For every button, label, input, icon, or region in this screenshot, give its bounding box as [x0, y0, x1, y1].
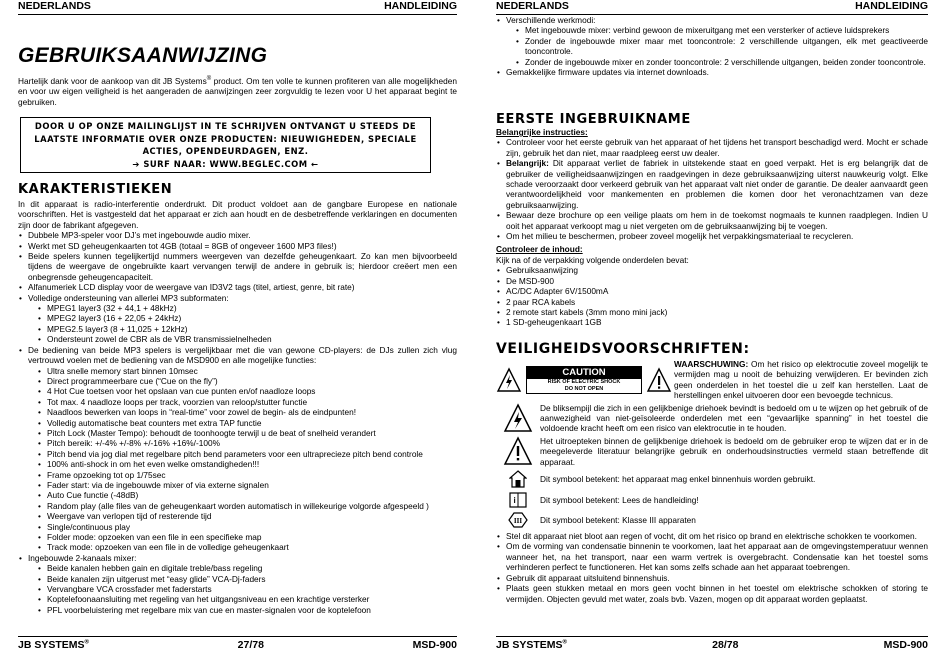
mp3-format-list [18, 303, 457, 345]
item-text: Bewaar deze brochure op een veilige plaats om hem in de toekomst nogmaals te kunnen raadplegen. Indien U ooit het apparaat verkoopt mag u niet vergeten om de gebruiksaanwijzing bij te voegen. [506, 210, 928, 231]
list-item: • Direct programmeerbare cue (“Cue on the fly”) [37, 376, 457, 386]
list-item [496, 137, 928, 158]
header-doc-type: HANDLEIDING [384, 0, 457, 12]
page-footer [18, 636, 457, 651]
item-text: Dit apparaat verliet de fabriek in uitstekende staat en goed verpakt. Het is erg belangrijk dat de gebruiker de veiligheidsaanwijzingen en raadgevingen in deze gebruiksaanwijzing uiterst nauwkeurig volgt. Elke schade veroorzaakt door verkeerd gebruik van het apparaat valt niet onder de garantie. De dealer aanvaardt geen verantwoordelijkheid voor mankementen en problemen die komen door het veronachtzamen van deze gebruiksaanwijzing. [506, 158, 928, 210]
right-page [475, 0, 950, 654]
list-item: • Weergave van verlopen tijd of resterende tijd [37, 511, 457, 521]
exclamation-text: Het uitroepteken binnen de gelijkbenige driehoek is bedoeld om de gebruiker erop te wijzen dat er in de meegeleverde literatuur belangrijke gebruik en onderhoudsinstructies vermeld staan betreffende dit apparaat. [540, 435, 928, 467]
icon-cell [496, 491, 540, 509]
list-item: • Frame opzoeking tot op 1/75sec [37, 470, 457, 480]
indoor-house-icon [509, 470, 527, 488]
exclamation-block [496, 436, 928, 467]
contents-list [496, 265, 928, 327]
header-doc-type: HANDLEIDING [855, 0, 928, 12]
list-item: • AC/DC Adapter 6V/1500mA [496, 286, 928, 296]
list-item: • Pitch Lock (Master Tempo): behoudt de toonhoogte terwijl u de beat of snelheid verandert [37, 428, 457, 438]
item-text: Controleer voor het eerste gebruik van het apparaat of het tijdens het transport beschadigd werd. Mocht er schade zijn, gebruik het dan niet, maar raadpleeg eerst uw dealer. [506, 137, 928, 158]
list-item: • Naadloos bewerken van loops in “real-time” voor zowel de begin- als de eindpunten! [37, 407, 457, 417]
website-link[interactable]: ➔ SURF NAAR: WWW.BEGLEC.COM ← [132, 158, 319, 169]
exclamation-triangle-icon [646, 367, 672, 393]
caution-graphic [496, 359, 674, 401]
footer-model: MSD-900 [883, 639, 928, 651]
page-title: GEBRUIKSAANWIJZING [18, 44, 268, 67]
first-use-section [496, 112, 928, 328]
characteristics-intro: In dit apparaat is radio-interferentie onderdrukt. Dit product voldoet aan de gangbare Europese en nationale voorschriften. Het is vastgesteld dat het apparaat er zich aan houdt en de desbetreffende verklaringen en documenten zijn door de fabrikant afgegeven. [18, 199, 457, 230]
list-item: • De bediening van beide MP3 spelers is vergelijkbaar met die van gewone CD-players: de DJs zullen zich vlug vertrouwd voelen met de bediening van de MSD900 en alle mogelijke functies: [18, 345, 457, 366]
icon-cell [496, 403, 540, 434]
lightning-block [496, 403, 928, 434]
feature-list [18, 230, 457, 303]
feature-list [18, 345, 457, 366]
mixer-list [18, 563, 457, 615]
caution-line-2: DO NOT OPEN [564, 385, 604, 392]
list-item [496, 231, 928, 241]
icon-cell [496, 512, 540, 528]
exclamation-triangle-icon [503, 436, 533, 466]
list-item: • PFL voorbeluistering met regelbare mix van cue en master-signalen voor de koptelefoon [37, 605, 457, 615]
content-check-label: Controleer de inhoud: [496, 244, 583, 255]
feature-list [496, 67, 928, 77]
list-item: • Met ingebouwde mixer: verbind gewoon de mixeruitgang met een versterker of actieve luidsprekers [515, 25, 928, 35]
section-title-first-use: EERSTE INGEBRUIKNAME [496, 112, 691, 127]
feature-list [18, 553, 457, 563]
warning-block [496, 359, 928, 401]
symbol-class3 [496, 512, 928, 528]
section-title-characteristics: KARAKTERISTIEKEN [18, 182, 173, 197]
intro-text-start: Hartelijk dank voor de aankoop van dit JB Systems [18, 76, 207, 86]
page-number: 27/78 [237, 639, 264, 651]
list-item: • Gebruik dit apparaat uitsluitend binnenshuis. [496, 573, 928, 583]
list-item: • MPEG1 layer3 (32 + 44,1 + 48kHz) [37, 303, 457, 313]
list-item: • 2 paar RCA kabels [496, 297, 928, 307]
list-item: • 4 Hot Cue toetsen voor het opslaan van cue punten en/of naadloze loops [37, 386, 457, 396]
class-iii-icon [508, 512, 528, 528]
list-item: • 100% anti-shock in om het even welke omstandigheden!!! [37, 459, 457, 469]
list-item: • Auto Cue functie (-48dB) [37, 490, 457, 500]
list-item: • Plaats geen stukken metaal en mors geen vocht binnen in het toestel om elektrische schokken of storing te vermijden. Objecten gevuld met water, zoals bvb. Vazen, mogen op dit apparaat worden geplaatst. [496, 583, 928, 604]
icon-cell [496, 470, 540, 488]
footer-model: MSD-900 [412, 639, 457, 651]
list-item: • Dubbele MP3-speler voor DJ’s met ingebouwde audio mixer. [18, 230, 457, 240]
warning-body: Om het risico op elektrocutie zoveel mogelijk te vermijden mag u nooit de behuizing verwijderen. Er bevinden zich geen onderdelen in het toestel die u zelf kan herstellen. Laat de herstellingen enkel uitvoeren door een bevoegde technicus. [674, 359, 928, 401]
characteristics-section [18, 182, 457, 615]
list-item: • Random play (alle files van de geheugenkaart worden automatisch in willekeurige volgorde afgespeeld ) [37, 501, 457, 511]
class-iii-label: III [513, 517, 523, 526]
caution-label [526, 366, 642, 394]
lightning-text: De bliksempijl die zich in een gelijkbenige driehoek bevindt is bedoeld om u te wijzen op het gebruik of de aanwezigheid van niet-geïsoleerde onderdelen met een “gevaarlijke spanning” in het toestel die voldoende kracht heeft om een risico van elektrocutie in te houden. [540, 402, 928, 434]
list-item: • Om de vorming van condensatie binnenin te voorkomen, laat het apparaat aan de omgevingstemperatuur wennen wanneer het, na het transport, naar een warm vertrek is overgebracht. Condensatie kan het toestel soms verhinderen perfect te functioneren. Het kan soms zelfs schade aan het apparaat toebrengen. [496, 541, 928, 572]
list-item: • MPEG2.5 layer3 (8 + 11,025 + 12kHz) [37, 324, 457, 334]
list-item: • Werkt met SD geheugenkaarten tot 4GB (totaal = 8GB of ongeveer 1600 MP3 files!) [18, 241, 457, 251]
list-item: • Stel dit apparaat niet bloot aan regen of vocht, dit om het risico op brand en elektrische schokken te voorkomen. [496, 531, 928, 541]
list-item: • Beide kanalen hebben gain en digitale treble/bass regeling [37, 563, 457, 573]
list-item: • Ultra snelle memory start binnen 10msec [37, 366, 457, 376]
list-item: • Pitch bend via jog dial met regelbare pitch bend parameters voor een ultraprecieze pitch bend controle [37, 449, 457, 459]
box-line: DOOR U OP ONZE MAILINGLIJST IN TE SCHRIJVEN ONTVANGT U STEEDS DE [34, 121, 417, 131]
mailinglist-box-wrap [20, 117, 431, 173]
list-item: • Volledig automatische beat counters met extra TAP functie [37, 418, 457, 428]
list-item: • Track mode: opzoeken van een file in de volledige geheugenkaart [37, 542, 457, 552]
icon-cell [496, 436, 540, 467]
function-list [18, 366, 457, 553]
content-intro: Kijk na of de verpakking volgende onderdelen bevat: [496, 254, 689, 265]
list-item: • Tot max. 4 naadloze loops per track, voorzien van reloop/stutter functie [37, 397, 457, 407]
brand-name: JB SYSTEMS [496, 639, 563, 651]
symbol-indoor [496, 470, 928, 488]
list-item: • 2 remote start kabels (3mm mono mini jack) [496, 307, 928, 317]
safety-section [496, 342, 928, 604]
item-bold: Belangrijk: [506, 158, 549, 169]
list-item: • Alfanumeriek LCD display voor de weergave van ID3V2 tags (titel, artiest, genre, bit rate) [18, 282, 457, 292]
symbol-manual [496, 491, 928, 509]
modes-list [496, 25, 928, 67]
list-item: • Zonder de ingebouwde mixer maar met tooncontrole: 2 verschillende uitgangen, elk met geactiveerde tooncontrole. [515, 36, 928, 57]
page-header [496, 0, 928, 15]
instructions-list [496, 137, 928, 241]
list-item: • Gebruiksaanwijzing [496, 265, 928, 275]
caution-line-1: RISK OF ELECTRIC SHOCK [547, 378, 621, 385]
manual-book-icon [509, 491, 527, 509]
important-instructions-label: Belangrijke instructies: [496, 127, 588, 137]
symbol-text: Dit symbool betekent: Klasse III apparaten [540, 514, 696, 525]
brand-name: JB SYSTEMS [18, 639, 85, 651]
box-line: ACTIES, OPENDEURDAGEN, ENZ. [142, 146, 309, 156]
footer-brand [18, 639, 89, 651]
list-item: • Fader start: via de ingebouwde mixer of via externe signalen [37, 480, 457, 490]
modes-section [496, 15, 928, 77]
intro-paragraph [18, 76, 457, 107]
lightning-triangle-icon [503, 403, 533, 433]
svg-text:i: i [513, 496, 516, 506]
page-footer [496, 636, 928, 651]
page-header [18, 0, 457, 15]
list-item: • Beide kanalen zijn uitgerust met “easy glide” VCA-Dj-faders [37, 574, 457, 584]
symbol-text: Dit symbool betekent: Lees de handleiding! [540, 494, 699, 505]
warning-label: WAARSCHUWING: [674, 359, 749, 369]
list-item: • De MSD-900 [496, 276, 928, 286]
registered-mark: ® [84, 639, 89, 646]
registered-mark: ® [562, 639, 567, 646]
registered-mark: ® [206, 76, 212, 83]
box-line: LAATSTE INFORMATIE OVER ONZE PRODUCTEN: NIEUWIGHEDEN, SPECIALE [34, 133, 417, 144]
list-item: • 1 SD-geheugenkaart 1GB [496, 317, 928, 327]
safety-list [496, 531, 928, 604]
list-item: • Zonder de ingebouwde mixer en zonder tooncontrole: 2 verschillende uitgangen, beiden zonder tooncontrole. [515, 57, 928, 67]
section-title-safety: VEILIGHEIDSVOORSCHRIFTEN: [496, 341, 750, 357]
warning-text [674, 359, 928, 401]
list-item: • Pitch bereik: +/-4% +/-8% +/-16% +16%/-100% [37, 438, 457, 448]
header-language: NEDERLANDS [496, 0, 569, 12]
list-item: • Folder mode: opzoeken van een file in een specifieke map [37, 532, 457, 542]
list-item: • Koptelefoonaansluiting met regeling van het uitgangsniveau en een krachtige versterker [37, 594, 457, 604]
symbol-text: Dit symbool betekent: het apparaat mag enkel binnenhuis worden gebruikt. [540, 473, 816, 484]
lightning-triangle-icon [496, 367, 522, 393]
header-language: NEDERLANDS [18, 0, 91, 12]
item-text: Om het milieu te beschermen, probeer zoveel mogelijk het verpakkingsmateriaal te recycleren. [506, 231, 854, 242]
caution-title: CAUTION [527, 367, 641, 379]
list-item: • Volledige ondersteuning van allerlei MP3 subformaten: [18, 293, 457, 303]
footer-brand [496, 639, 567, 651]
mailinglist-box [20, 117, 431, 173]
page-number: 28/78 [712, 639, 739, 651]
list-item: • Ondersteunt zowel de CBR als de VBR transmissielnelheden [37, 334, 457, 344]
list-item: • Single/continuous play [37, 522, 457, 532]
list-item [496, 158, 928, 210]
intro-text-end: product. Om ten volle te kunnen profiteren van alle mogelijkheden en voor uw eigen veiligheid is het aangeraden de aanwijzingen zeer zorgvuldig te lezen voor U het apparaat begint te gebruiken. [18, 76, 457, 107]
intro-section [18, 44, 457, 107]
list-item [496, 210, 928, 231]
list-item: • Beide spelers kunnen tegelijkertijd nummers weergeven van dezelfde geheugenkaart. Zo kan men bijvoorbeeld tijdens de weergave de ongebruikte kaart vervangen terwijl de andere in gebruik is; hierdoor creëert men een onbegrensde geheugencapaciteit. [18, 251, 457, 282]
list-item: • Gemakkelijke firmware updates via internet downloads. [496, 67, 928, 77]
list-item: • MPEG2 layer3 (16 + 22,05 + 24kHz) [37, 313, 457, 323]
feature-list [496, 15, 928, 25]
list-item: • Verschillende werkmodi: [496, 15, 928, 25]
list-item: • Vervangbare VCA crossfader met faderstarts [37, 584, 457, 594]
list-item: • Ingebouwde 2-kanaals mixer: [18, 553, 457, 563]
